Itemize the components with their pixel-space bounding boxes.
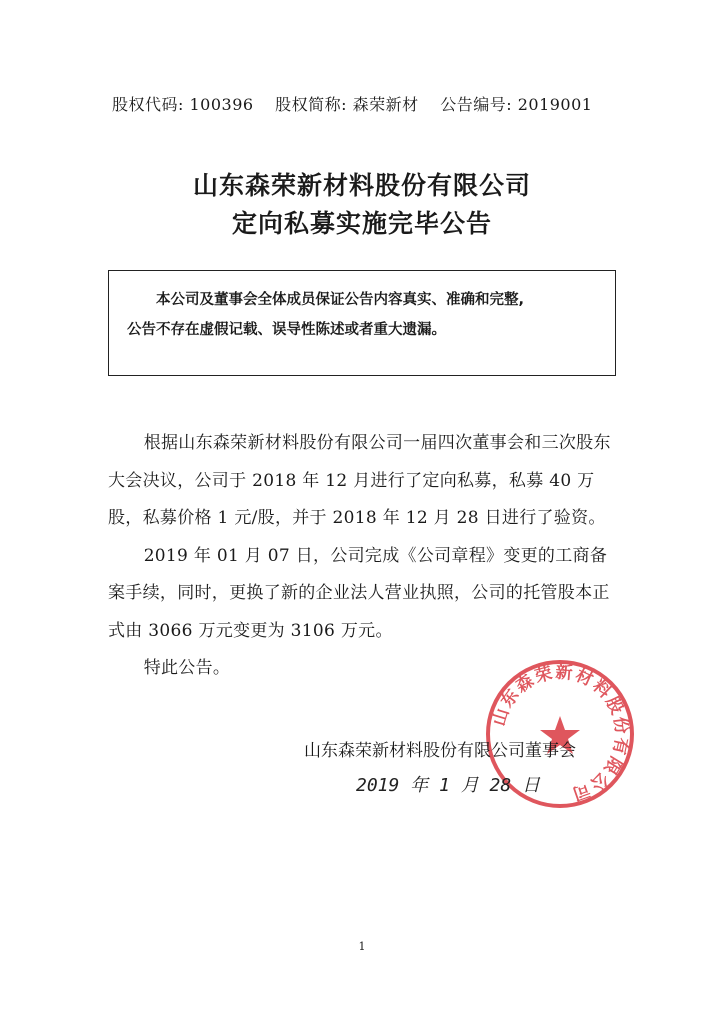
body-paragraph-3: 特此公告。 (143, 658, 231, 678)
document-title-company: 山东森荣新材料股份有限公司 (192, 171, 531, 200)
stock-abbreviation: 股权简称: 森荣新材 (275, 95, 419, 114)
document-title-subject: 定向私募实施完毕公告 (231, 209, 492, 238)
announcement-number: 公告编号: 2019001 (440, 95, 593, 114)
svg-text:山东森荣新材料股份有限公司: 山东森荣新材料股份有限公司 (489, 662, 632, 805)
page-number: 1 (358, 940, 366, 953)
stock-code: 股权代码: 100396 (112, 95, 254, 114)
notice-box (108, 270, 616, 376)
body-paragraph-1: 根据山东森荣新材料股份有限公司一届四次董事会和三次股东大会决议，公司于 2018 年 12 月进行了定向私募，私募 40 万股，私募价格 1 元/股，并于 2018 年 12 月 28 日进行了验资。 (108, 433, 611, 528)
body-paragraph-2: 2019 年 01 月 07 日，公司完成《公司章程》变更的工商备案手续，同时，更换了新的企业法人营业执照，公司的托管股本正式由 3066 万元变更为 3106 万元。 (108, 545, 610, 641)
notice-line-2: 公告不存在虚假记载、误导性陈述或者重大遗漏。 (127, 322, 446, 338)
notice-line-1: 本公司及董事会全体成员保证公告内容真实、准确和完整, (156, 292, 525, 308)
signature-date: 2019 年 1 月 28 日 (356, 775, 541, 796)
header-line (112, 92, 632, 115)
signature-company: 山东森荣新材料股份有限公司董事会 (304, 741, 576, 761)
announcement-body (108, 425, 616, 688)
